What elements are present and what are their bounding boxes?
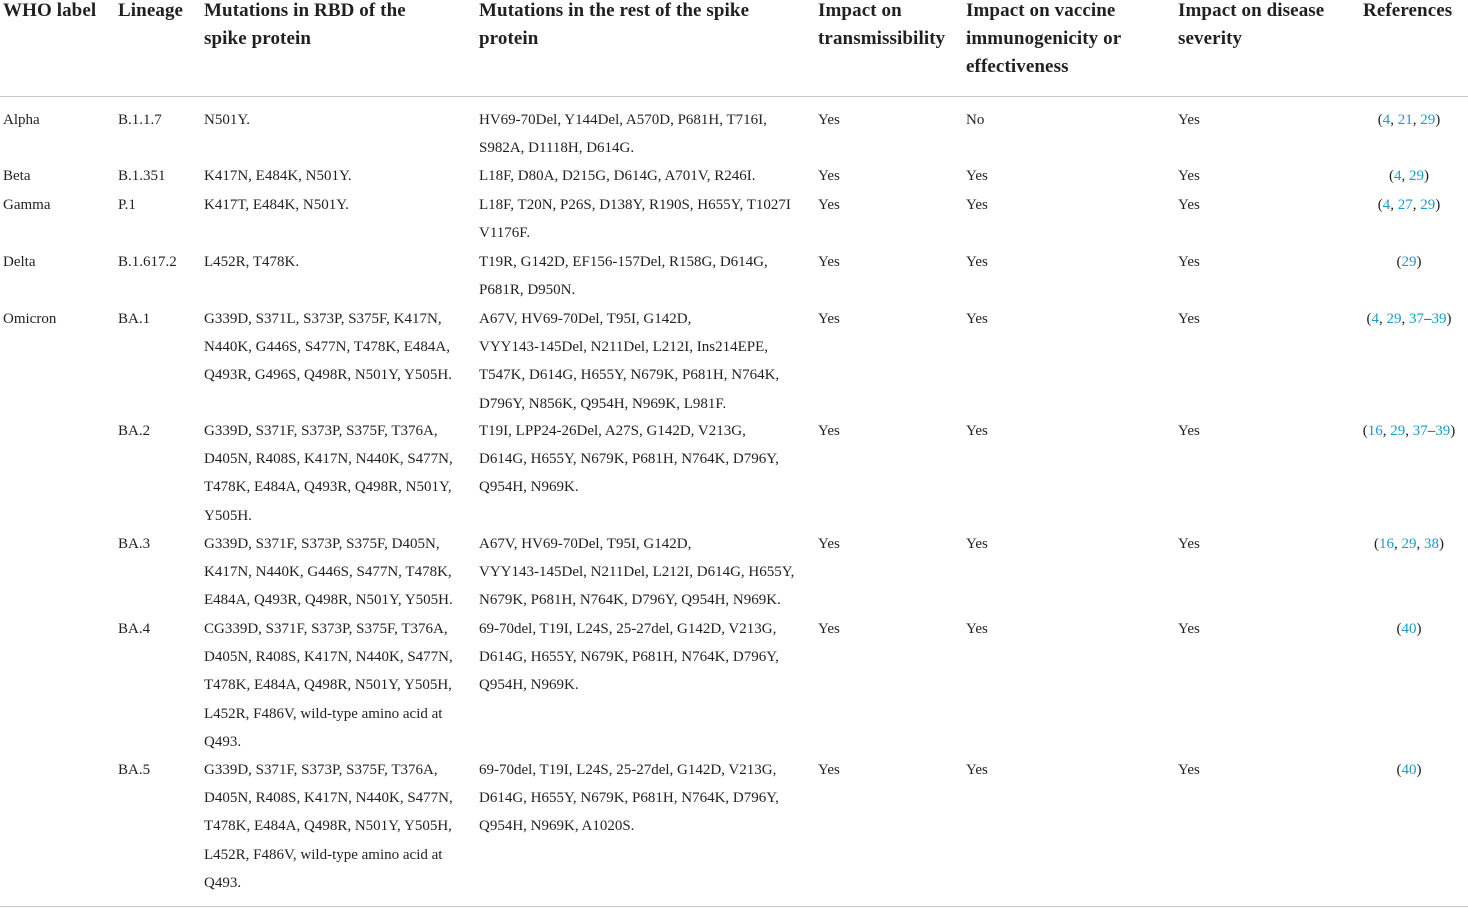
header-line: Impact on disease xyxy=(1178,0,1325,21)
cell-sev: Yes xyxy=(1178,311,1200,327)
cell-rest xyxy=(479,417,779,502)
reference-link[interactable]: 29 xyxy=(1386,311,1402,327)
header-line: WHO label xyxy=(3,0,97,21)
cell-line: VYY143-145Del, N211Del, L212I, D614G, H655Y, xyxy=(479,564,795,581)
cell-rest xyxy=(479,191,791,247)
cell-line: HV69-70Del, Y144Del, A570D, P681H, T716I, xyxy=(479,112,767,128)
cell-sev: Yes xyxy=(1178,168,1200,184)
cell-line: T478K, E484A, Q498R, N501Y, Y505H, xyxy=(204,818,452,835)
reference-link[interactable]: 40 xyxy=(1401,621,1417,637)
header-line: Mutations in the rest of the spike xyxy=(479,0,750,21)
cell-line: T478K, E484A, Q498R, N501Y, Y505H, xyxy=(204,677,452,694)
cell-references: (29) xyxy=(1396,254,1422,270)
cell-references: (16, 29, 38) xyxy=(1374,536,1444,552)
cell-references: (4, 29, 37–39) xyxy=(1366,311,1452,327)
header-line: References xyxy=(1363,0,1453,21)
cell-lineage: P.1 xyxy=(118,197,136,213)
reference-link[interactable]: 4 xyxy=(1382,112,1391,128)
cell-line: 69-70del, T19I, L24S, 25-27del, G142D, V213G, xyxy=(479,621,777,637)
cell-sev: Yes xyxy=(1178,536,1200,552)
cell-line: A67V, HV69-70Del, T95I, G142D, xyxy=(479,311,692,327)
cell-lineage: BA.3 xyxy=(118,536,151,552)
cell-lineage: B.1.1.7 xyxy=(118,112,162,128)
cell-sev: Yes xyxy=(1178,112,1200,128)
cell-trans: Yes xyxy=(818,254,840,270)
cell-rbd xyxy=(204,756,453,897)
cell-line: D405N, R408S, K417N, N440K, S477N, xyxy=(204,649,453,666)
reference-link[interactable]: 29 xyxy=(1401,536,1417,552)
header-line: protein xyxy=(479,28,539,49)
cell-rbd xyxy=(204,191,349,219)
cell-line: VYY143-145Del, N211Del, L212I, Ins214EPE, xyxy=(479,339,768,356)
cell-rbd xyxy=(204,530,453,615)
header-rest-mutations xyxy=(479,0,749,53)
header-line: transmissibility xyxy=(818,28,946,49)
table-bottom-rule xyxy=(0,906,1468,907)
cell-line: N501Y. xyxy=(204,112,250,128)
cell-rest xyxy=(479,530,794,615)
cell-lineage: B.1.351 xyxy=(118,168,166,184)
cell-vacc: Yes xyxy=(966,197,988,213)
table-header xyxy=(0,0,1468,97)
cell-rest xyxy=(479,305,779,418)
cell-sev: Yes xyxy=(1178,423,1200,439)
reference-link[interactable]: 27 xyxy=(1397,197,1413,213)
cell-line: E484A, Q493R, Q498R, N501Y, Y505H. xyxy=(204,592,453,609)
header-references xyxy=(1363,0,1452,25)
cell-rbd xyxy=(204,106,250,134)
cell-line: S982A, D1118H, D614G. xyxy=(479,140,635,157)
cell-lineage: BA.2 xyxy=(118,423,151,439)
reference-link[interactable]: 29 xyxy=(1390,423,1406,439)
cell-sev: Yes xyxy=(1178,197,1200,213)
cell-rest xyxy=(479,756,779,841)
cell-line: L452R, T478K. xyxy=(204,254,300,270)
reference-link[interactable]: 29 xyxy=(1420,112,1436,128)
reference-link[interactable]: 16 xyxy=(1367,423,1383,439)
cell-lineage: BA.5 xyxy=(118,762,151,778)
cell-line: 69-70del, T19I, L24S, 25-27del, G142D, V213G, xyxy=(479,762,777,778)
cell-line: L452R, F486V, wild-type amino acid at xyxy=(204,846,443,863)
cell-line: P681R, D950N. xyxy=(479,282,576,299)
cell-vacc: Yes xyxy=(966,168,988,184)
cell-rest xyxy=(479,248,768,304)
reference-link[interactable]: 39 xyxy=(1435,423,1451,439)
cell-line: L18F, T20N, P26S, D138Y, R190S, H655Y, T1027I xyxy=(479,197,791,213)
reference-link[interactable]: 4 xyxy=(1371,311,1379,327)
cell-sev: Yes xyxy=(1178,762,1200,778)
cell-references: (16, 29, 37–39) xyxy=(1362,423,1456,439)
cell-rbd xyxy=(204,417,453,530)
cell-references: (4, 27, 29) xyxy=(1377,197,1441,213)
cell-line: L18F, D80A, D215G, D614G, A701V, R246I. xyxy=(479,168,756,184)
header-line: spike protein xyxy=(204,28,312,49)
cell-line: Q493. xyxy=(204,874,242,891)
cell-line: Q954H, N969K, A1020S. xyxy=(479,818,635,835)
reference-link[interactable]: 39 xyxy=(1431,311,1447,327)
header-line: Impact on xyxy=(818,0,902,21)
cell-vacc: Yes xyxy=(966,311,988,327)
cell-lineage: B.1.617.2 xyxy=(118,254,177,270)
cell-line: Y505H. xyxy=(204,507,252,524)
cell-trans: Yes xyxy=(818,311,840,327)
reference-link[interactable]: 4 xyxy=(1394,168,1402,184)
cell-rbd xyxy=(204,162,352,190)
cell-line: D614G, H655Y, N679K, P681H, N764K, D796Y, xyxy=(479,649,779,666)
cell-line: V1176F. xyxy=(479,225,531,242)
cell-who: Gamma xyxy=(3,197,51,213)
cell-line: Q954H, N969K. xyxy=(479,479,579,496)
header-rbd-mutations xyxy=(204,0,406,53)
reference-link[interactable]: 4 xyxy=(1382,197,1391,213)
reference-link[interactable]: 29 xyxy=(1420,197,1436,213)
cell-rest xyxy=(479,162,755,190)
reference-link[interactable]: 37 xyxy=(1412,423,1428,439)
cell-vacc: Yes xyxy=(966,762,988,778)
cell-line: T19R, G142D, EF156-157Del, R158G, D614G, xyxy=(479,254,768,270)
cell-line: D796Y, N856K, Q954H, N969K, L981F. xyxy=(479,395,727,412)
cell-line: G339D, S371F, S373P, S375F, T376A, xyxy=(204,762,438,778)
cell-line: Q954H, N969K. xyxy=(479,677,579,694)
cell-line: N440K, G446S, S477N, T478K, E484A, xyxy=(204,339,450,356)
cell-line: T547K, D614G, H655Y, N679K, P681H, N764K, xyxy=(479,367,780,384)
cell-line: G339D, S371F, S373P, S375F, T376A, xyxy=(204,423,438,439)
cell-line: G339D, S371L, S373P, S375F, K417N, xyxy=(204,311,442,327)
cell-line: K417N, E484K, N501Y. xyxy=(204,168,352,184)
cell-references: (40) xyxy=(1396,762,1422,778)
cell-vacc: Yes xyxy=(966,536,988,552)
cell-lineage: BA.4 xyxy=(118,621,151,637)
cell-line: D614G, H655Y, N679K, P681H, N764K, D796Y, xyxy=(479,451,779,468)
reference-link[interactable]: 37 xyxy=(1409,311,1424,327)
cell-references: (40) xyxy=(1396,621,1422,637)
cell-vacc: Yes xyxy=(966,423,988,439)
cell-references: (4, 29) xyxy=(1389,168,1429,184)
cell-line: D614G, H655Y, N679K, P681H, N764K, D796Y, xyxy=(479,790,779,807)
reference-link[interactable]: 29 xyxy=(1409,168,1424,184)
cell-who: Beta xyxy=(3,168,31,184)
cell-references: (4, 21, 29) xyxy=(1377,112,1441,128)
cell-line: T19I, LPP24-26Del, A27S, G142D, V213G, xyxy=(479,423,746,439)
cell-vacc: Yes xyxy=(966,254,988,270)
cell-vacc: No xyxy=(966,112,985,128)
reference-link[interactable]: 21 xyxy=(1397,112,1413,128)
cell-line: Q493R, G496S, Q498R, N501Y, Y505H. xyxy=(204,367,452,384)
cell-rbd xyxy=(204,615,453,756)
cell-who: Alpha xyxy=(3,112,40,128)
cell-trans: Yes xyxy=(818,762,840,778)
cell-trans: Yes xyxy=(818,536,840,552)
header-lineage xyxy=(118,0,183,25)
header-line: severity xyxy=(1178,28,1243,49)
cell-sev: Yes xyxy=(1178,254,1200,270)
cell-line: Q493. xyxy=(204,733,242,750)
cell-trans: Yes xyxy=(818,197,840,213)
cell-who: Omicron xyxy=(3,311,57,327)
reference-link[interactable]: 40 xyxy=(1401,762,1417,778)
cell-lineage: BA.1 xyxy=(118,311,151,327)
header-line: immunogenicity or xyxy=(966,28,1122,49)
cell-sev: Yes xyxy=(1178,621,1200,637)
cell-trans: Yes xyxy=(818,423,840,439)
cell-rest xyxy=(479,106,767,162)
cell-who: Delta xyxy=(3,254,36,270)
cell-line: L452R, F486V, wild-type amino acid at xyxy=(204,705,443,722)
header-severity xyxy=(1178,0,1324,53)
cell-line: D405N, R408S, K417N, N440K, S477N, xyxy=(204,790,453,807)
header-who-label xyxy=(3,0,96,25)
header-transmissibility xyxy=(818,0,945,53)
header-line: Impact on vaccine xyxy=(966,0,1116,21)
cell-trans: Yes xyxy=(818,112,840,128)
header-line: Lineage xyxy=(118,0,184,21)
cell-rest xyxy=(479,615,779,700)
cell-rbd xyxy=(204,305,452,390)
header-vaccine-impact xyxy=(966,0,1121,81)
cell-line: T478K, E484A, Q493R, Q498R, N501Y, xyxy=(204,479,452,496)
header-line: effectiveness xyxy=(966,56,1069,77)
header-line: Mutations in RBD of the xyxy=(204,0,406,21)
cell-line: D405N, R408S, K417N, N440K, S477N, xyxy=(204,451,453,468)
cell-line: CG339D, S371F, S373P, S375F, T376A, xyxy=(204,621,448,637)
cell-trans: Yes xyxy=(818,168,840,184)
cell-line: K417T, E484K, N501Y. xyxy=(204,197,349,213)
reference-link[interactable]: 29 xyxy=(1401,254,1417,270)
cell-rbd xyxy=(204,248,299,276)
reference-link[interactable]: 38 xyxy=(1424,536,1439,552)
cell-line: G339D, S371F, S373P, S375F, D405N, xyxy=(204,536,440,552)
cell-line: N679K, P681H, N764K, D796Y, Q954H, N969K. xyxy=(479,592,781,609)
cell-line: K417N, N440K, G446S, S477N, T478K, xyxy=(204,564,452,581)
cell-trans: Yes xyxy=(818,621,840,637)
cell-line: A67V, HV69-70Del, T95I, G142D, xyxy=(479,536,692,552)
cell-vacc: Yes xyxy=(966,621,988,637)
reference-link[interactable]: 16 xyxy=(1379,536,1394,552)
